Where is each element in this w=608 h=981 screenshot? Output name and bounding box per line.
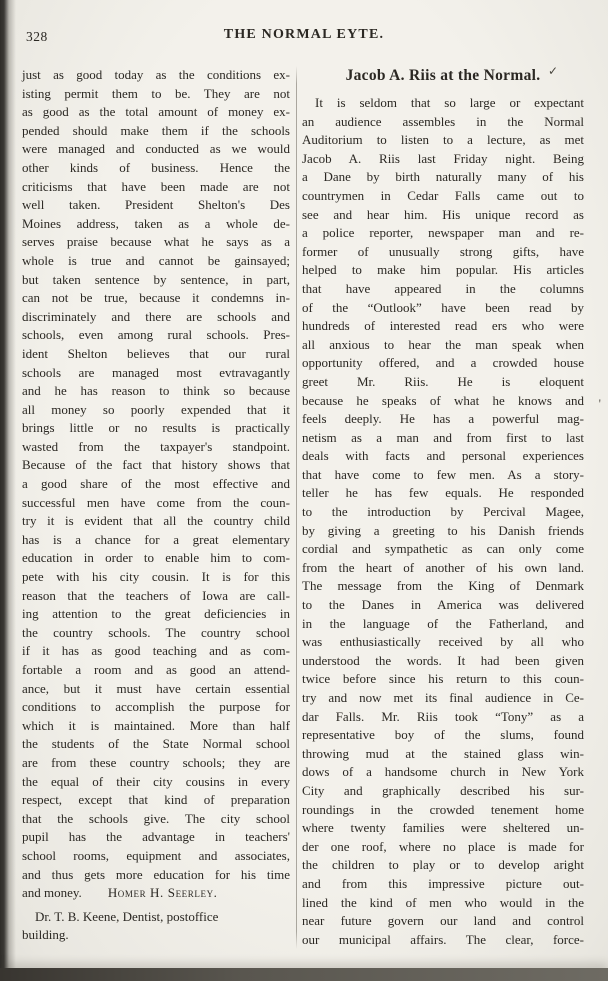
text-line: near future govern our land and control [302, 913, 584, 929]
text-line: former of unusually strong gifts, have [302, 243, 584, 259]
text-line: reason that the teachers of Iowa are call- [22, 587, 290, 603]
text-line: Because of the fact that history shows that [22, 457, 290, 473]
text-line: respect, except that kind of preparation [22, 792, 290, 808]
text-line: of the “Outlook” have been read by [302, 299, 584, 315]
text-line: from the heart of another of his own land. [302, 559, 584, 575]
author-signature: Homer H. Seerley. [107, 885, 218, 901]
columns [22, 66, 584, 949]
text-line: that have come to few men. As a story- [302, 466, 584, 482]
text-line: Dr. T. B. Keene, Dentist, postoffice [35, 908, 219, 924]
text-line: our municipal affairs. The clear, force- [302, 931, 584, 947]
text-line: and from this impressive picture out- [302, 875, 584, 891]
closing-line [22, 884, 290, 903]
text-line: understood the words. It had been given [302, 652, 584, 668]
text-line: ident Shelton believes that our rural [22, 345, 290, 361]
text-line: Auditorium to listen to a lecture, as met [302, 132, 584, 148]
text-line: as good as the total amount of money ex- [22, 104, 290, 120]
text-line: the country schools. The country school [22, 624, 290, 640]
text-line: netism as a man and from first to last [302, 429, 584, 445]
text-line: was enthusiastically received by all who [302, 634, 584, 650]
text-line: The message from the King of Denmark [302, 578, 584, 594]
text-line: pete with his city cousin. It is for this [22, 569, 290, 585]
text-line: dows of a handsome church in New York [302, 764, 584, 780]
text-line: ance, but it must have certain essential [22, 680, 290, 696]
text-line: countrymen in Cedar Falls came out to [302, 187, 584, 203]
text-line: Jacob A. Riis last Friday night. Being [302, 150, 584, 166]
text-line: It is seldom that so large or expectant [315, 95, 584, 110]
text-line: the equal of their city cousins in every [22, 773, 290, 789]
text-line: has is a chance for a great elementary [22, 531, 290, 547]
text-line: by giving a greeting to his Danish friends [302, 522, 584, 538]
text-line: City and graphically described his sur- [302, 782, 584, 798]
text-line: discriminately and there are schools and [22, 308, 290, 324]
text-line: the students of the State Normal school [22, 736, 290, 752]
text-line: fortable a room and as good an attend- [22, 662, 290, 677]
text-line: well taken. President Shelton's Des [22, 197, 290, 213]
text-line: are from these country schools; they are [22, 754, 290, 770]
text-line: pended should make them if the schools [22, 122, 290, 138]
text-line: feels deeply. He has a powerful mag- [302, 411, 584, 427]
right-column-text [302, 94, 584, 949]
left-column [22, 66, 290, 945]
text-line: just as good today as the conditions ex- [22, 67, 290, 82]
text-line: serves praise because what he says as a [22, 234, 290, 250]
text-line: all money so poorly expended that it [22, 401, 290, 417]
text-line: dar Falls. Mr. Riis took “Tony” as a [302, 708, 584, 724]
article-title: Jacob A. Riis at the Normal. [345, 67, 541, 84]
text-line: building. [22, 927, 69, 943]
left-column-text [22, 66, 290, 884]
text-line: opportunity offered, and a crowded house [302, 355, 584, 371]
margin-artifact-mark: ' [598, 396, 601, 411]
text-line: because he speaks of what he knows and [302, 392, 584, 408]
text-line: try it is evident that all the country child [22, 513, 290, 529]
text-line: a Dane by birth naturally many of his [302, 169, 584, 185]
text-line: whole is true and cannot be gainsayed; [22, 252, 290, 268]
text-line: education in order to enable him to com- [22, 550, 290, 566]
text-line: an audience assembles in the Normal [302, 113, 584, 129]
text-line: successful men have come from the coun- [22, 494, 290, 510]
text-line: a police reporter, newspaper man and re- [302, 225, 584, 241]
text-line: where twenty families were sheltered un- [302, 820, 584, 836]
text-line: greet Mr. Riis. He is eloquent [302, 373, 584, 389]
text-line: which it is maintained. More than half [22, 717, 290, 733]
text-line: hundreds of interested read ers who were [302, 318, 584, 334]
article-title-row [302, 64, 584, 89]
text-line: if it has as good teaching and as com- [22, 643, 290, 659]
text-line: cordial and sympathetic as can only come [302, 541, 584, 557]
text-line: and he has reason to think so because [22, 383, 290, 399]
text-line: conditions to accomplish the purpose for [22, 699, 290, 715]
text-line: school rooms, equipment and associates, [22, 847, 290, 863]
checkmark-mark: ✓ [547, 64, 558, 78]
column-divider [296, 66, 297, 949]
scan-edge-bottom [0, 968, 608, 981]
text-line: representative boy of the slums, found [302, 727, 584, 743]
text-line: criticisms that have been made are not [22, 178, 290, 194]
text-line: pupil has the advantage in teachers' [22, 829, 290, 845]
text-line: all anxious to hear the man speak when [302, 336, 584, 352]
masthead-title: THE NORMAL EYTE. [223, 27, 385, 42]
text-line: in the language of the Fatherland, and [302, 615, 584, 631]
text-line: der one roof, where no place is made for [302, 838, 584, 854]
text-line: ing attention to the great deficiencies in [22, 606, 290, 622]
text-line: other kinds of business. Hence the [22, 159, 290, 175]
text-line: but taken sentence by sentence, in part, [22, 271, 290, 287]
text-line: that the schools give. The city school [22, 810, 290, 826]
text-line: to the Danes in America was delivered [302, 597, 584, 613]
text-line: the children to play or to develop aright [302, 857, 584, 873]
text-line: schools are managed most evtravagantly [22, 364, 290, 380]
text-line: and thus gets more education for his time [22, 866, 290, 882]
right-column [302, 66, 584, 949]
notice-paragraph [22, 908, 290, 945]
text-line: twice before since his return to this coun- [302, 671, 584, 687]
closing-text: and money. [22, 885, 82, 901]
text-line: were managed and conducted as we would [22, 141, 290, 157]
text-line: throwing mud at the stained glass win- [302, 745, 584, 761]
text-line: deals with facts and personal experiences [302, 448, 584, 464]
text-line: lined the kind of men who would in the [302, 894, 584, 910]
text-line: Moines address, taken as a whole de- [22, 215, 290, 231]
text-line: to the introduction by Percival Magee, [302, 504, 584, 520]
text-line: wasted from the taxpayer's standpoint. [22, 438, 290, 454]
text-line: that have appeared in the columns [302, 280, 584, 296]
page-header [0, 27, 608, 49]
text-line: roundings in the crowded tenement home [302, 801, 584, 817]
text-line: helped to make him popular. His articles [302, 262, 584, 278]
text-line: teller he has few equals. He responded [302, 485, 584, 501]
text-line: a good share of the most effective and [22, 476, 290, 492]
text-line: try and now met its final audience in Ce- [302, 690, 584, 705]
text-line: see and hear him. His unique record as [302, 206, 584, 222]
text-line: schools, even among rural schools. Pres- [22, 327, 290, 343]
text-line: can not be true, because it condemns in- [22, 290, 290, 306]
scan-edge-left [0, 0, 16, 981]
text-line: brings little or no results is practically [22, 420, 290, 436]
text-line: isting permit them to be. They are not [22, 85, 290, 101]
page-number: 328 [26, 29, 48, 44]
